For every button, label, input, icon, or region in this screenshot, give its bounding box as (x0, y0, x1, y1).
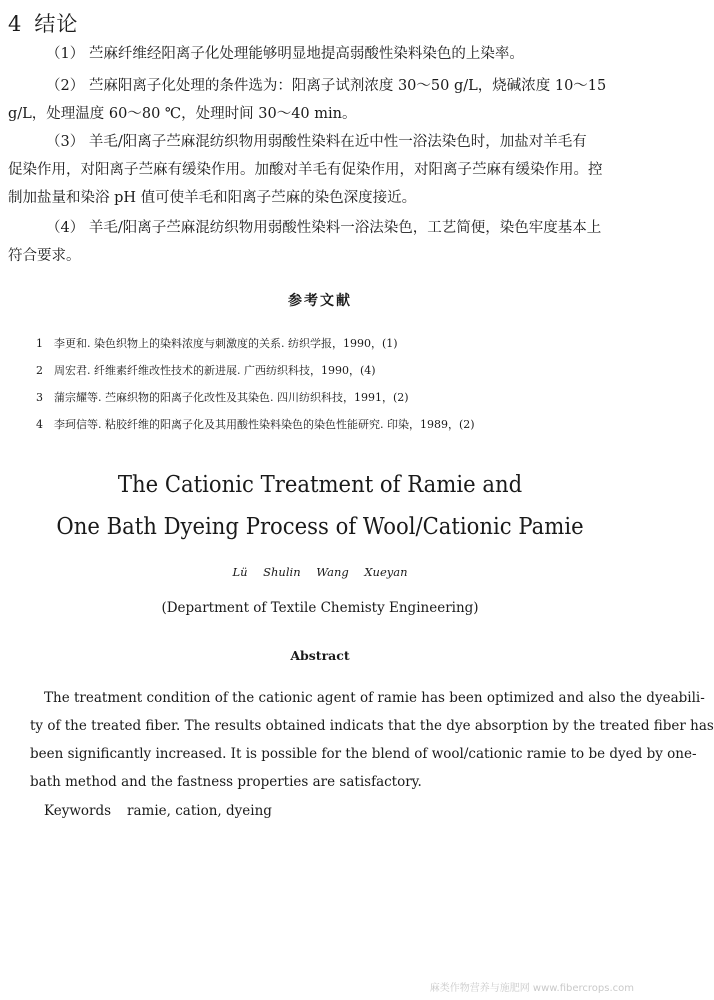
abstract-body (30, 684, 714, 796)
reference-number: 1 (36, 337, 43, 350)
section-heading (8, 8, 78, 38)
reference-text: 周宏君. 纤维素纤维改性技术的新进展. 广西纺织科技，1990，(4) (54, 364, 376, 377)
conclusion-line: 促染作用，对阳离子苎麻有缓染作用。加酸对羊毛有促染作用，对阳离子苎麻有缓染作用。控 (8, 162, 603, 178)
conclusion-line: （3） 羊毛/阳离子苎麻混纺织物用弱酸性染料在近中性一浴法染色时，加盐对羊毛有 (46, 134, 587, 150)
reference-item (36, 330, 626, 357)
abstract-heading: Abstract (290, 648, 350, 663)
reference-text: 蒲宗耀等. 苎麻织物的阳离子化改性及其染色. 四川纺织科技，1991，(2) (54, 391, 409, 404)
abstract-line: The treatment condition of the cationic agent of ramie has been optimized and also the dyeabili- (44, 690, 705, 706)
affiliation: (Department of Textile Chemisty Engineering) (161, 600, 479, 616)
abstract-line: bath method and the fastness properties are satisfactory. (30, 774, 422, 790)
reference-number: 4 (36, 418, 43, 431)
keywords (44, 803, 272, 819)
reference-number: 2 (36, 364, 43, 377)
reference-text: 李更和. 染色织物上的染料浓度与刺激度的关系. 纺织学报，1990，(1) (54, 337, 398, 350)
section-title: 结论 (34, 12, 79, 36)
authors: Lü Shulin Wang Xueyan (232, 565, 408, 579)
reference-item (36, 411, 626, 438)
abstract-line: been significantly increased. It is possible for the blend of wool/cationic ramie to be dyed by one- (30, 746, 697, 762)
section-number: 4 (8, 12, 23, 36)
conclusion-item-4 (8, 214, 630, 270)
keywords-label: Keywords (44, 803, 112, 819)
conclusion-line: 制加盐量和染浴 pH 值可使羊毛和阳离子苎麻的染色深度接近。 (8, 190, 417, 206)
keywords-list: ramie, cation, dyeing (127, 803, 272, 819)
references-list (36, 330, 626, 438)
conclusion-item-3 (8, 128, 630, 212)
conclusion-line: g/L，处理温度 60～80 ℃，处理时间 30～40 min。 (8, 106, 357, 122)
reference-item (36, 384, 626, 411)
conclusion-line: （1） 苎麻纤维经阳离子化处理能够明显地提高弱酸性染料染色的上染率。 (46, 46, 524, 62)
reference-text: 李珂信等. 粘胶纤维的阳离子化及其用酸性染料染色的染色性能研究. 印染，1989，(2) (54, 418, 475, 431)
conclusion-line: 符合要求。 (8, 248, 81, 264)
conclusion-line: （2） 苎麻阳离子化处理的条件选为：阳离子试剂浓度 30～50 g/L，烧碱浓度 10～15 (46, 78, 607, 94)
english-title-line-1: The Cationic Treatment of Ramie and (117, 472, 523, 498)
conclusion-item-1 (8, 40, 630, 68)
english-title-line-2: One Bath Dyeing Process of Wool/Cationic Pamie (56, 514, 584, 540)
conclusion-line: （4） 羊毛/阳离子苎麻混纺织物用弱酸性染料一浴法染色，工艺简便，染色牢度基本上 (46, 220, 602, 236)
references-heading: 参考文献 (288, 293, 352, 309)
abstract-line: ty of the treated fiber. The results obtained indicats that the dye absorption by the treated fiber has (30, 718, 714, 734)
reference-item (36, 357, 626, 384)
reference-number: 3 (36, 391, 43, 404)
conclusion-item-2 (8, 72, 630, 128)
watermark: 麻类作物营养与施肥网 www.fibercrops.com (429, 983, 634, 994)
